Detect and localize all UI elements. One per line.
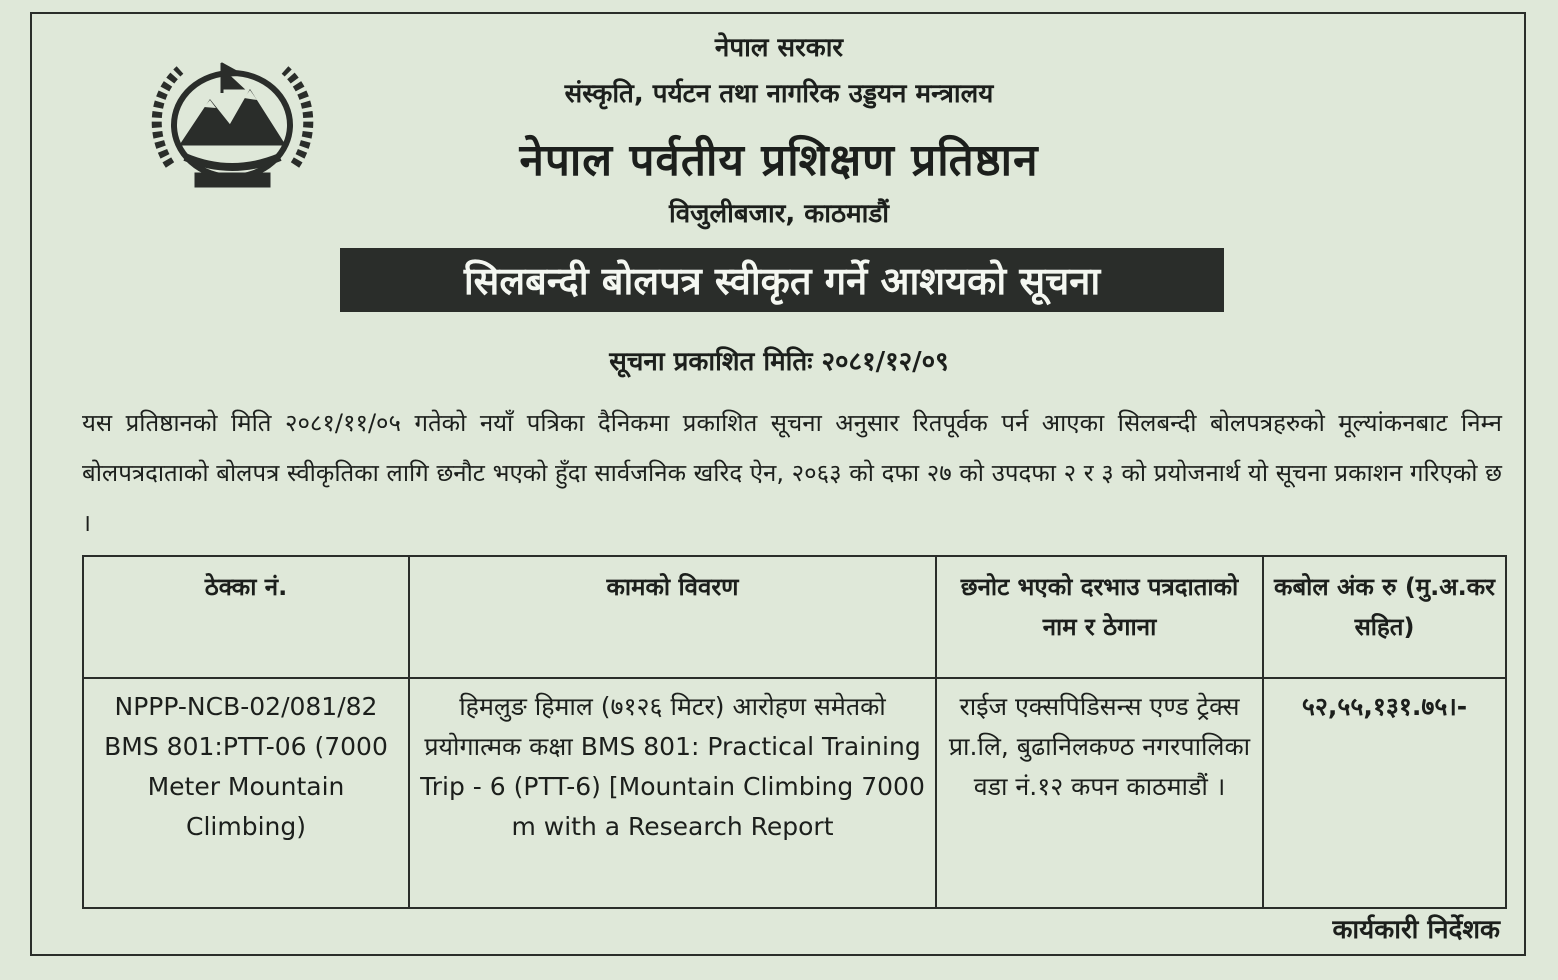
header-bidder: छनोट भएको दरभाउ पत्रदाताको नाम र ठेगाना — [936, 556, 1263, 678]
ministry-name: संस्कृति, पर्यटन तथा नागरिक उड्डयन मन्त्रालय — [564, 79, 994, 109]
tender-table — [82, 555, 1507, 909]
cell-contract-no: NPPP-NCB-02/081/82 BMS 801:PTT-06 (7000 Meter Mountain Climbing) — [83, 678, 409, 908]
organization-name: नेपाल पर्वतीय प्रशिक्षण प्रतिष्ठान — [519, 135, 1039, 186]
table-row — [83, 678, 1506, 908]
cell-bidder: राईज एक्सपिडिसन्स एण्ड ट्रेक्स प्रा.लि, बुढानिलकण्ठ नगरपालिका वडा नं.१२ कपन काठमाडौं । — [936, 678, 1263, 908]
header-amount: कबोल अंक रु (मु.अ.कर सहित) — [1263, 556, 1506, 678]
government-name: नेपाल सरकार — [714, 33, 844, 63]
signatory: कार्यकारी निर्देशक — [1332, 915, 1500, 945]
cell-amount: ५२,५५,१३१.७५।- — [1263, 678, 1506, 908]
notice-title: सिलबन्दी बोलपत्र स्वीकृत गर्ने आशयको सूचना — [463, 259, 1101, 303]
table-header-row — [83, 556, 1506, 678]
notice-title-banner — [340, 248, 1224, 312]
header-contract-no: ठेक्का नं. — [83, 556, 409, 678]
organization-address: विजुलीबजार, काठमाडौं — [668, 199, 889, 229]
published-date: सूचना प्रकाशित मितिः २०८१/१२/०९ — [609, 347, 949, 377]
cell-description: हिमलुङ हिमाल (७१२६ मिटर) आरोहण समेतको प्रयोगात्मक कक्षा BMS 801: Practical Training Trip - 6 (PTT-6) [Mountain Climbing 7000 m with a Research Report — [409, 678, 936, 908]
notice-body: यस प्रतिष्ठानको मिति २०८१/११/०५ गतेको नयाँ पत्रिका दैनिकमा प्रकाशित सूचना अनुसार रितपूर्वक पर्न आएका सिलबन्दी बोलपत्रहरुको मूल्यांकनबाट निम्न बोलपत्रदाताको बोलपत्र स्वीकृतिका लागि छनौट भएको हुँदा सार्वजनिक खरिद ऐन, २०६३ को दफा २७ को उपदफा २ र ३ को प्रयोजनार्थ यो सूचना प्रकाशन गरिएको छ । — [82, 409, 1502, 537]
header-description: कामको विवरण — [409, 556, 936, 678]
